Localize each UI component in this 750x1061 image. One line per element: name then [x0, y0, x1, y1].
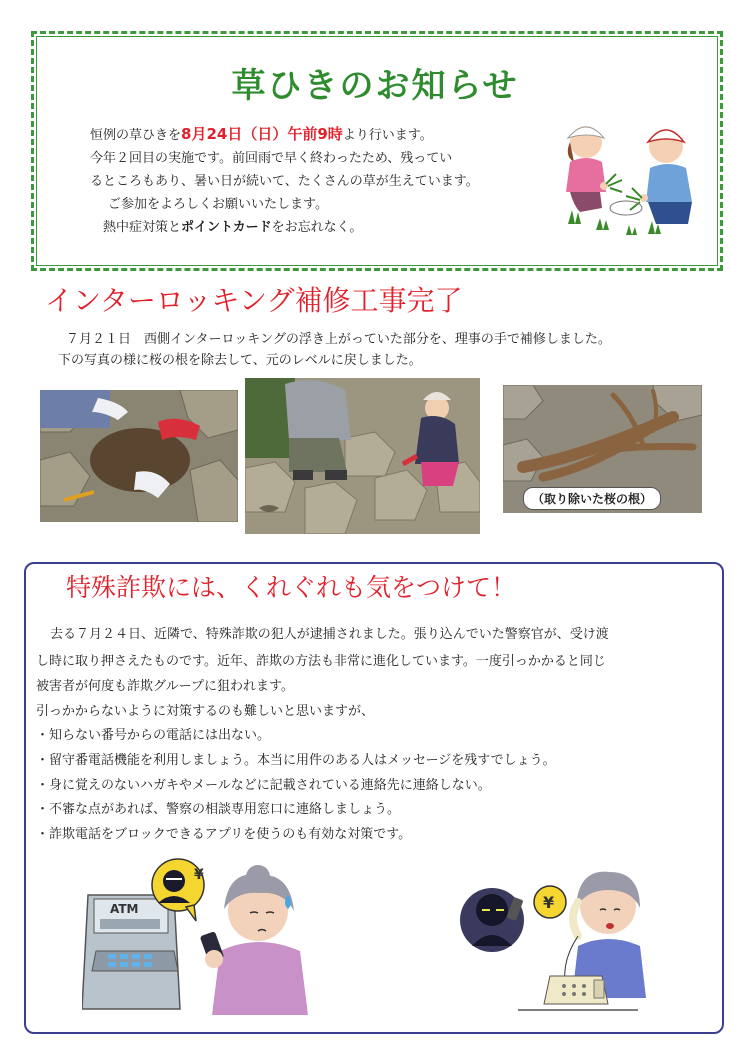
repair-photo-workers: [245, 378, 480, 534]
weeding-people-illustration: [548, 112, 713, 247]
weeding-line-1: 恒例の草ひきを8月24日（日）午前9時より行います。: [90, 125, 433, 143]
yen-icon: ¥: [543, 893, 555, 912]
atm-fraud-illustration: [82, 855, 322, 1015]
fraud-intro: 引っかからないように対策するのも難しいと思いますが、: [36, 704, 375, 719]
interlocking-line-1: ７月２１日 西側インターロッキングの浮き上がっていた部分を、理事の手で補修しました。: [66, 332, 611, 347]
weeding-line-3: るところもあり、暑い日が続いて、たくさんの草が生えています。: [90, 174, 479, 189]
interlocking-title: インターロッキング補修工事完了: [45, 284, 463, 317]
weeding-line-4: ご参加をよろしくお願いいたします。: [108, 197, 328, 212]
phone-fraud-illustration: [458, 858, 648, 1018]
weeding-line-5: 熱中症対策とポイントカードをお忘れなく。: [103, 220, 363, 235]
removed-roots-photo: [503, 385, 702, 513]
weeding-line-2: 今年２回目の実施です。前回雨で早く終わったため、残ってい: [90, 151, 453, 166]
weeding-date: 8月24日（日）午前9時: [181, 125, 343, 143]
fraud-paragraph-line-1: 去る７月２４日、近隣で、特殊詐欺の犯人が逮捕されました。張り込んでいた警察官が、受け渡: [50, 627, 609, 642]
fraud-paragraph-line-2: し時に取り押さえたものです。近年、詐欺の方法も非常に進化しています。一度引っかかると同じ: [36, 654, 606, 669]
point-card-text: ポイントカード: [181, 220, 272, 235]
repair-photo-digging: [40, 390, 238, 522]
fraud-tip: ・身に覚えのないハガキやメールなどに記載されている連絡先に連絡しない。: [36, 778, 491, 793]
fraud-tip: ・詐欺電話をブロックできるアプリを使うのも有効な対策です。: [36, 827, 412, 842]
fraud-tip: ・知らない番号からの電話には出ない。: [36, 728, 271, 743]
fraud-tip: ・留守番電話機能を利用しましょう。本当に用件のある人はメッセージを残すでしょう。: [36, 753, 556, 768]
fraud-tip: ・不審な点があれば、警察の相談専用窓口に連絡しましょう。: [36, 802, 401, 817]
yen-icon: ¥: [194, 867, 204, 883]
weeding-title: 草ひきのお知らせ: [231, 66, 519, 106]
interlocking-line-2: 下の写真の様に桜の根を除去して、元のレベルに戻しました。: [58, 353, 422, 368]
fraud-title: 特殊詐欺には、くれぐれも気をつけて！: [66, 573, 517, 602]
atm-label: ATM: [110, 902, 139, 916]
fraud-paragraph-line-3: 被害者が何度も詐欺グループに狙われます。: [36, 679, 294, 694]
removed-roots-caption: （取り除いた桜の根）: [523, 487, 661, 510]
